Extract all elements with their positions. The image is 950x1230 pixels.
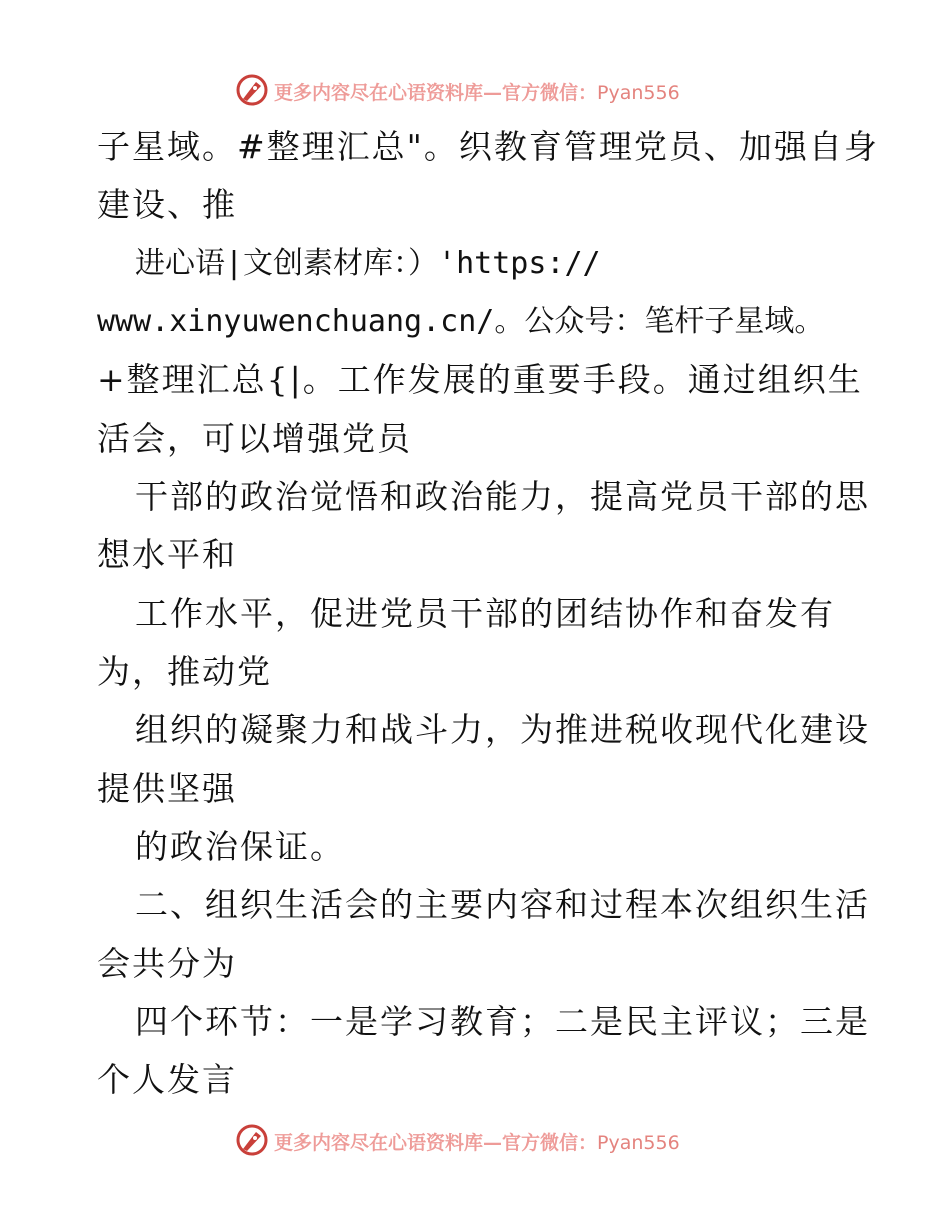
text-line: 想水平和 xyxy=(97,535,237,574)
text-line: 个人发言 xyxy=(97,1060,237,1099)
footer-banner xyxy=(0,1120,950,1160)
pen-nib-circle-icon xyxy=(234,1122,270,1158)
banner-wechat-id: Pyan556 xyxy=(597,1132,680,1154)
text-line: 的政治保证。 xyxy=(135,827,345,866)
text-line: 为，推动党 xyxy=(97,652,272,691)
banner-wechat-id: Pyan556 xyxy=(597,82,680,104)
banner-label: 更多内容尽在心语资料库—官方微信：Pyan556 xyxy=(274,1132,680,1154)
text-line: 工作水平，促进党员干部的团结协作和奋发有 xyxy=(135,594,835,633)
text-line: 活会，可以增强党员 xyxy=(97,419,412,458)
header-banner xyxy=(0,70,950,110)
text-line: 提供坚强 xyxy=(97,769,237,808)
text-line: 会共分为 xyxy=(97,944,237,983)
text-line: 组织的凝聚力和战斗力，为推进税收现代化建设 xyxy=(135,710,870,749)
text-line: 子星域。#整理汇总"。织教育管理党员、加强自身 xyxy=(97,127,879,166)
pen-nib-circle-icon xyxy=(234,72,270,108)
text-line: www.xinyuwenchuang.cn/。公众号：笔杆子星域。 xyxy=(97,304,825,339)
text-line: +整理汇总{|。工作发展的重要手段。通过组织生 xyxy=(97,360,863,399)
text-line: 进心语|文创素材库：）'https:// xyxy=(135,246,601,281)
text-line: 四个环节：一是学习教育；二是民主评议；三是 xyxy=(135,1002,870,1041)
text-line: 干部的政治觉悟和政治能力，提高党员干部的思 xyxy=(135,477,870,516)
text-line: 建设、推 xyxy=(97,185,237,224)
banner-label: 更多内容尽在心语资料库—官方微信：Pyan556 xyxy=(274,82,680,104)
text-line: 二、组织生活会的主要内容和过程本次组织生活 xyxy=(135,885,870,924)
